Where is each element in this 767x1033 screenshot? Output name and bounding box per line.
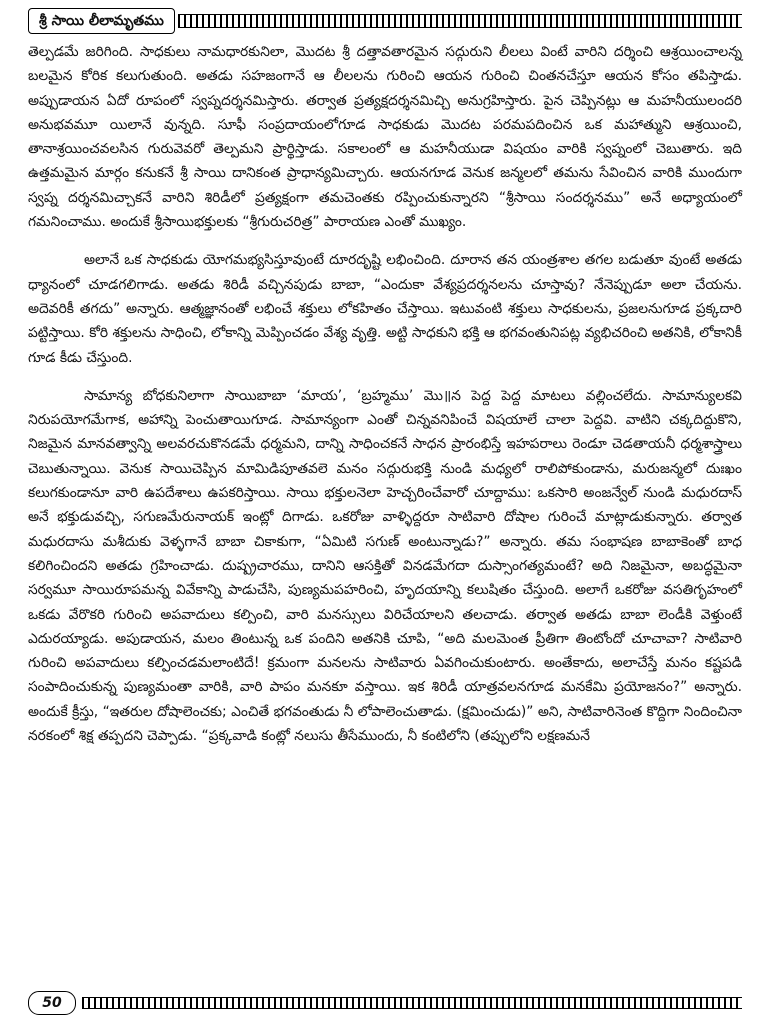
footer-decorative-border [82, 997, 742, 1009]
running-title: శ్రీ సాయి లీలామృతము [28, 8, 175, 34]
paragraph-1: తెల్పడమే జరిగింది. సాధకులు నామధారకునిలా, మొదట శ్రీ దత్తావతారమైన సద్గురుని లీలలు వింటే వారిని దర్శించి ఆశ్రయించాలన్న బలమైన కోరిక కలుగుతుంది. అతడు సహజంగానే ఆ లీలలను గురించి ఆయన గురించి చింతనచేస్తూ ఆయన కోసం తపిస్తాడు. అప్పుడాయన ఏదో రూపంలో స్వప్నదర్శనమిస్తారు. తర్వాత ప్రత్యక్షదర్శనమిచ్చి అనుగ్రహిస్తారు. పైన చెప్పినట్లు ఆ మహనీయులందరి అనుభవమూ యిలానే వున్నది. సూఫీ సంప్రదాయంలోగూడ సాధకుడు మొదట పరమపదించిన ఒక మహాత్ముని ఆశ్రయించి, తానాశ్రయించవలసిన గురువెవరో తెల్పమని ప్రార్థిస్తాడు. సకాలంలో ఆ మహనీయుడా విషయం వారికి స్వప్నంలో చెబుతారు. ఇది ఉత్తమమైన మార్గం కనుకనే శ్రీ సాయి దానికంత ప్రాధాన్యమిచ్చారు. ఆయనగూడ వెనుక జన్మలలో తమను సేవించిన వారికి ముందుగా స్వప్న దర్శనమిచ్చాకనే వారిని శిరిడీలో ప్రత్యక్షంగా తమచెంతకు రప్పించుకున్నారని “శ్రీసాయి సందర్శనము” అనే అధ్యాయంలో గమనించాము. అందుకే శ్రీసాయిభక్తులకు “శ్రీగురుచరిత్ర” పారాయణ ఎంతో ముఖ్యం. [28, 44, 742, 231]
page-footer [28, 991, 742, 1017]
header-decorative-border [178, 14, 742, 28]
paragraph-3: సామాన్య బోధకునిలాగా సాయిబాబా ‘మాయ’, ‘బ్రహ్మము’ మొ॥న పెద్ద పెద్ద మాటలు వల్లించలేదు. సామాన్యులకవి నిరుపయోగమేగాక, అహాన్ని పెంచుతాయిగూడ. సామాన్యంగా ఎంతో చిన్నవనిపించే విషయాలే చాలా పెద్దవి. వాటిని చక్కదిద్దుకొని, నిజమైన మానవత్వాన్ని అలవరచుకొనడమే ధర్మమని, దాన్ని సాధించకనే సాధన ప్రారంభిస్తే ఇహపరాలు రెండూ చెడతాయనీ ధర్మశాస్త్రాలు చెబుతున్నాయి. వెనుక సాయిచెప్పిన మామిడిపూతవలె మనం సద్గురుభక్తి నుండి మధ్యలో రాలిపోకుండాను, మరుజన్మలో దుఃఖం కలుగకుండానూ వారి ఉపదేశాలు ఉపకరిస్తాయి. సాయి భక్తులనెలా హెచ్చరించేవారో చూద్దాము: ఒకసారి అంజన్వేల్ నుండి మధురదాస్ అనే భక్తుడువచ్చి, సగుణమేరునాయక్ ఇంట్లో దిగాడు. ఒకరోజు వాళ్ళిద్దరూ సాటివారి దోషాల గురించే మాట్లాడుకున్నారు. తర్వాత మధురదాసు మశీదుకు వెళ్ళగానే బాబా చికాకుగా, “ఏమిటి సగుణ్ అంటున్నాడు?” అన్నారు. తమ సంభాషణ బాబాకెంతో బాధ కలిగించిందని అతడు గ్రహించాడు. దుష్ప్రచారము, దానిని ఆసక్తితో వినడమేగదా దుస్సాంగత్యమంటే? అది నిజమైనా, అబద్ధమైనా సర్వమూ సాయిరూపమన్న వివేకాన్ని పాడుచేసి, పుణ్యమపహరించి, హృదయాన్ని కలుషితం చేస్తుంది. అలాగే ఒకరోజు వసతిగృహంలో ఒకడు వేరొకరి గురించి అపవాదులు కల్పించి, వారి మనస్సులు విరిచేయాలని తలచాడు. తర్వాత అతడు బాబా లెండీకి వెళ్తుంటే ఎదురయ్యాడు. అపుడాయన, మలం తింటున్న ఒక పందిని అతనికి చూపి, “అది మలమెంత ప్రీతిగా తింటోందో చూచావా? సాటివారి గురించి అపవాదులు కల్పించడమలాంటిదే! క్రమంగా మనలను సాటివారు ఏవగించుకుంటారు. అంతేకాదు, అలాచేస్తే మనం కష్టపడి సంపాదించుకున్న పుణ్యమంతా వారికి, వారి పాపం మనకూ వస్తాయి. ఇక శిరిడీ యాత్రవలనగూడ మనకేమి ప్రయోజనం?” అన్నారు. అందుకే క్రీస్తు, “ఇతరుల దోషాలెంచకు; ఎంచితే భగవంతుడు నీ లోపాలెంచుతాడు. (క్షమించుడు)” అని, సాటివారినెంత కొద్దిగా నిందించినా నరకంలో శిక్ష తప్పదని చెప్పాడు. “ప్రక్కవాడి కంట్లో నలుసు తీసేముందు, నీ కంటిలోని (తప్పులోని లక్షణమనే [28, 387, 742, 745]
paragraph-2: అలానే ఒక సాధకుడు యోగమభ్యసిస్తూవుంటే దూరదృష్టి లభించింది. దూరాన తన యంత్రశాల తగల బడుతూ వుంటే అతడు ధ్యానంలో చూడగలిగాడు. అతడు శిరిడీ వచ్చినపుడు బాబా, “ఎందుకా వేశ్యప్రదర్శనలను చూస్తావు? నేనెప్పుడూ అలా చేయను. అదెవరికీ తగదు” అన్నారు. ఆత్మజ్ఞానంతో లభించే శక్తులు లోకహితం చేస్తాయి. ఇటువంటి శక్తులు సాధకులను, ప్రజలనుగూడ ప్రక్కదారి పట్టిస్తాయి. కోరి శక్తులను సాధించి, లోకాన్ని మెప్పించడం వేశ్య వృత్తి. అట్టి సాధకుని భక్తి ఆ భగవంతునిపట్ల వ్యభిచరించి అతనికి, లోకానికీ గూడ కీడు చేస్తుంది. [28, 252, 742, 366]
page-number: 50 [28, 991, 76, 1015]
page-header [28, 8, 742, 36]
body-text [28, 40, 742, 762]
